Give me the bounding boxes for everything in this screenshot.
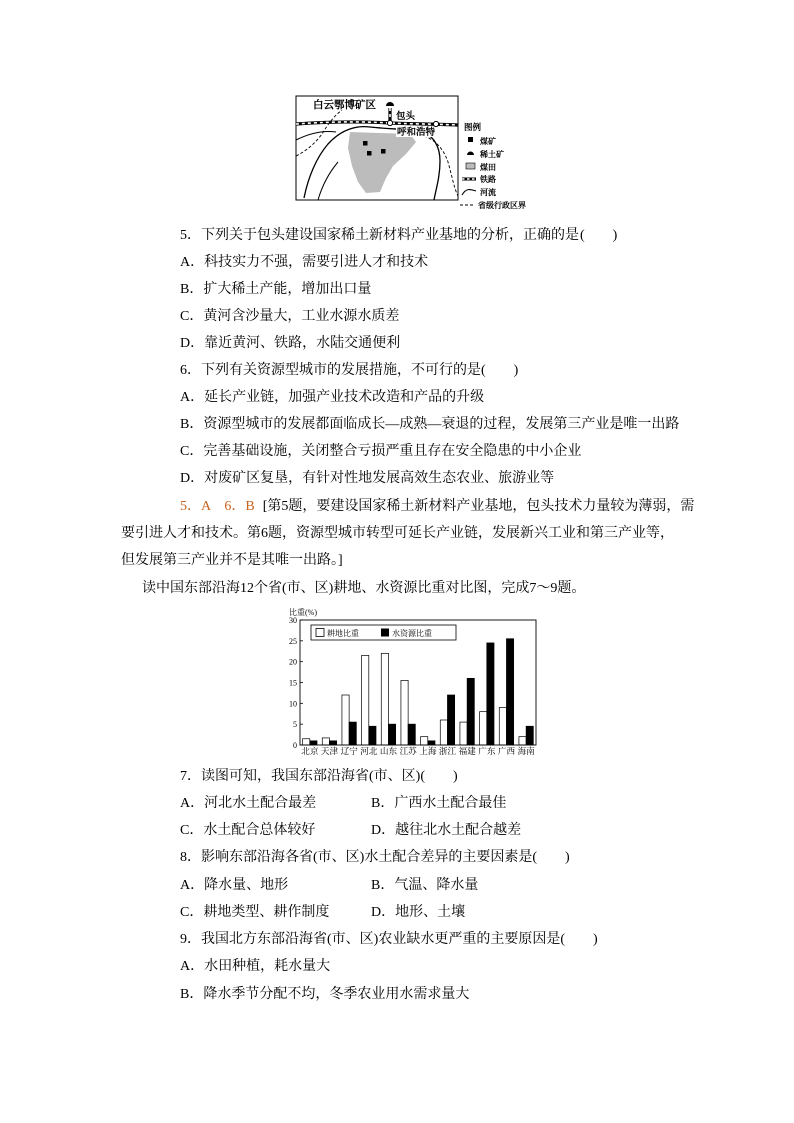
cropland-legend-label: 耕地比重 — [327, 629, 359, 638]
q9-option-b: B．降水季节分配不均，冬季农业用水需求量大 — [180, 987, 470, 1002]
series-1-bar-10 — [506, 639, 513, 745]
q5-stem: 5．下列关于包头建设国家稀土新材料产业基地的分析，正确的是 — [180, 228, 579, 243]
q6-option-d: D．对废矿区复垦，有针对性地发展高效生态农业、旅游业等 — [180, 471, 555, 486]
q8-stem: 8．影响东部沿海各省(市、区)水土配合差异的主要因素是( ) — [180, 850, 570, 865]
q8-option-d: D．地形、土壤 — [371, 905, 466, 920]
q6-stem: 6．下列有关资源型城市的发展措施，不可行的是( ) — [180, 363, 519, 378]
y-tick-label: 10 — [289, 699, 297, 709]
coal-mine-icon — [363, 141, 368, 146]
legend-rare-earth: 稀土矿 — [480, 150, 504, 159]
q7-option-a: A．河北水土配合最差 — [180, 796, 317, 811]
q5-option-d: D．靠近黄河、铁路，水陆交通便利 — [180, 336, 401, 351]
intro-7-9: 读中国东部沿海12个省(市、区)耕地、水资源比重对比图，完成7～9题。 — [142, 581, 586, 596]
q7-option-d: D．越往北水土配合越差 — [371, 823, 522, 838]
y-tick-label: 25 — [289, 636, 297, 646]
baotou-label: 包头 — [396, 112, 416, 122]
series-0-bar-4 — [381, 653, 388, 745]
x-tick-label: 浙江 — [438, 746, 457, 756]
series-1-bar-6 — [428, 741, 435, 745]
q8-option-a: A．降水量、地形 — [180, 878, 289, 893]
legend-coal-mine: 煤矿 — [480, 137, 496, 146]
legend-river: 河流 — [480, 188, 496, 197]
legend-coal-field: 煤田 — [480, 163, 496, 172]
x-tick-label: 福建 — [458, 746, 476, 756]
series-0-bar-3 — [362, 655, 369, 745]
series-0-bar-1 — [322, 738, 329, 745]
legend-railway: 铁路 — [480, 175, 496, 184]
y-axis-ticks — [289, 616, 303, 750]
x-tick-label: 广东 — [478, 746, 496, 756]
y-tick-label: 15 — [289, 678, 297, 688]
x-tick-label: 江苏 — [399, 746, 417, 756]
rare-earth-legend-icon — [467, 152, 474, 156]
y-tick-label: 0 — [293, 741, 297, 750]
series-0-bar-10 — [499, 708, 506, 746]
series-1-bar-5 — [408, 724, 415, 745]
chart-legend — [311, 625, 456, 640]
answer-explanation-line: 但发展第三产业并不是其唯一出路。] — [121, 553, 343, 568]
x-axis-labels — [301, 745, 535, 756]
series-0-bar-5 — [401, 680, 408, 745]
q5-option-b: B．扩大稀土产能，增加出口量 — [180, 282, 372, 297]
x-tick-label: 北京 — [301, 746, 319, 756]
y-tick-label: 20 — [289, 657, 297, 667]
water-legend-label: 水资源比重 — [392, 629, 432, 638]
series-1-bar-8 — [467, 678, 474, 745]
coal-mine-icon — [381, 149, 386, 154]
legend-boundary: 省级行政区界 — [478, 201, 526, 210]
hohhot-label: 呼和浩特 — [397, 128, 436, 138]
q5-option-a: A．科技实力不强，需要引进人才和技术 — [180, 255, 429, 270]
q7-option-c: C．水土配合总体较好 — [180, 823, 316, 838]
y-axis-label: 比重(%) — [289, 608, 317, 617]
coal-field-legend-icon — [466, 163, 475, 169]
coal-mine-icon — [367, 151, 372, 156]
q8-option-c: C．耕地类型、耕作制度 — [180, 905, 330, 920]
q6-option-a: A．延长产业链，加强产业技术改造和产品的升级 — [180, 390, 485, 405]
q7-stem: 7．读图可知，我国东部沿海省(市、区)( ) — [180, 769, 458, 784]
series-1-bar-0 — [310, 741, 317, 745]
series-0-bar-7 — [440, 720, 447, 745]
x-tick-label: 天津 — [320, 746, 339, 756]
mine-area-label: 白云鄂博矿区 — [313, 100, 376, 111]
cropland-legend-swatch — [316, 629, 324, 637]
x-tick-label: 上海 — [419, 746, 437, 756]
answer-line-1 — [180, 498, 694, 516]
series-1-bar-3 — [369, 726, 376, 745]
q6-option-b: B．资源型城市的发展都面临成长—成熟—衰退的过程，发展第三产业是唯一出路 — [180, 417, 680, 432]
x-tick-label: 辽宁 — [340, 746, 358, 756]
legend-title: 图例 — [464, 122, 482, 132]
series-0-bar-11 — [519, 737, 526, 745]
series-1-bar-4 — [388, 724, 395, 745]
baotou-map-figure — [294, 94, 536, 214]
series-0-bar-6 — [421, 737, 428, 745]
series-1-bar-2 — [349, 722, 356, 745]
bar-chart — [280, 606, 540, 764]
river-legend-icon — [462, 190, 476, 195]
answer-explanation-line: [第5题，要建设国家稀土新材料产业基地，包头技术力量较为薄弱，需 — [262, 499, 695, 514]
q9-option-a: A．水田种植，耗水量大 — [180, 959, 331, 974]
coal-mine-legend-icon — [468, 137, 473, 142]
hohhot-city-marker — [433, 121, 438, 126]
x-tick-label: 山东 — [379, 746, 398, 756]
q8-option-b: B．气温、降水量 — [371, 878, 479, 893]
bars-group — [303, 639, 534, 745]
q7-option-b: B．广西水土配合最佳 — [371, 796, 507, 811]
x-tick-label: 广西 — [497, 746, 516, 756]
q5-answer-bracket: ( ) — [580, 228, 618, 243]
answer-key: 5．A 6．B — [180, 499, 255, 514]
series-0-bar-0 — [303, 739, 310, 745]
series-1-bar-7 — [447, 695, 454, 745]
series-0-bar-8 — [460, 722, 467, 745]
series-0-bar-9 — [480, 712, 487, 745]
x-tick-label: 河北 — [360, 746, 378, 756]
q6-option-c: C．完善基础设施，关闭整合亏损严重且存在安全隐患的中小企业 — [180, 444, 582, 459]
series-1-bar-9 — [487, 643, 494, 745]
water-legend-swatch — [381, 629, 389, 637]
y-tick-label: 30 — [289, 616, 297, 625]
answer-explanation-line: 要引进人才和技术。第6题，资源型城市转型可延长产业链，发展新兴工业和第三产业等， — [121, 526, 674, 541]
series-1-bar-1 — [329, 741, 336, 745]
x-tick-label: 海南 — [517, 746, 535, 756]
baotou-city-marker — [387, 120, 392, 125]
series-1-bar-11 — [526, 726, 533, 745]
q5-option-c: C．黄河含沙量大，工业水源水质差 — [180, 309, 400, 324]
q9-stem: 9．我国北方东部沿海省(市、区)农业缺水更严重的主要原因是( ) — [180, 932, 598, 947]
y-tick-label: 5 — [293, 720, 297, 730]
series-0-bar-2 — [342, 695, 349, 745]
